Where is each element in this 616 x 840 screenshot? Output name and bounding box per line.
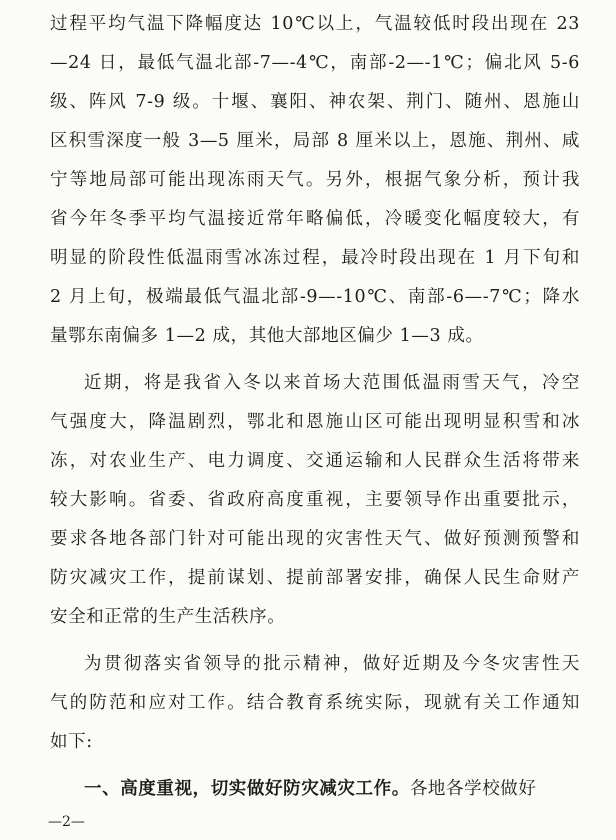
text-line: 安全和正常的生产生活秩序。 bbox=[50, 607, 286, 627]
page-number: —2— bbox=[48, 814, 85, 830]
text-line: 级、阵风 7-9 级。十堰、襄阳、神农架、荆门、随州、恩施山 bbox=[50, 92, 580, 112]
text-line: 过程平均气温下降幅度达 10℃以上，气温较低时段出现在 23 bbox=[50, 14, 580, 34]
text-line: 明显的阶段性低温雨雪冰冻过程，最冷时段出现在 1 月下旬和 bbox=[50, 248, 580, 268]
text-line: 如下: bbox=[50, 732, 93, 752]
text-line: 宁等地局部可能出现冻雨天气。另外，根据气象分析，预计我 bbox=[50, 170, 580, 190]
text-line: 气的防范和应对工作。结合教育系统实际，现就有关工作通知 bbox=[50, 693, 580, 713]
section-heading-continuation: 各地各学校做好 bbox=[409, 779, 537, 799]
paragraph-first-line: 近期，将是我省入冬以来首场大范围低温雨雪天气，冷空 bbox=[84, 373, 580, 393]
text-line: 要求各地各部门针对可能出现的灾害性天气、做好预测预警和 bbox=[50, 529, 580, 549]
text-line: 量鄂东南偏多 1—2 成，其他大部地区偏少 1—3 成。 bbox=[50, 326, 484, 346]
text-line: —24 日，最低气温北部-7—-4℃，南部-2—-1℃；偏北风 5-6 bbox=[50, 53, 580, 73]
paragraph-first-line: 为贯彻落实省领导的批示精神，做好近期及今冬灾害性天 bbox=[84, 654, 580, 674]
text-line: 气强度大，降温剧烈，鄂北和恩施山区可能出现明显积雪和冰 bbox=[50, 412, 580, 432]
text-line: 冻，对农业生产、电力调度、交通运输和人民群众生活将带来 bbox=[50, 451, 580, 471]
text-line: 2 月上旬，极端最低气温北部-9—-10℃、南部-6—-7℃；降水 bbox=[50, 287, 580, 307]
section-heading: 一、高度重视，切实做好防灾减灾工作。 bbox=[84, 779, 410, 799]
text-line: 省今年冬季平均气温接近常年略偏低，冷暖变化幅度较大，有 bbox=[50, 209, 580, 229]
text-line: 较大影响。省委、省政府高度重视，主要领导作出重要批示， bbox=[50, 490, 580, 510]
heading-line bbox=[84, 777, 584, 801]
text-line: 区积雪深度一般 3—5 厘米，局部 8 厘米以上，恩施、荆州、咸 bbox=[50, 131, 580, 151]
text-line: 防灾减灾工作，提前谋划、提前部署安排，确保人民生命财产 bbox=[50, 568, 580, 588]
